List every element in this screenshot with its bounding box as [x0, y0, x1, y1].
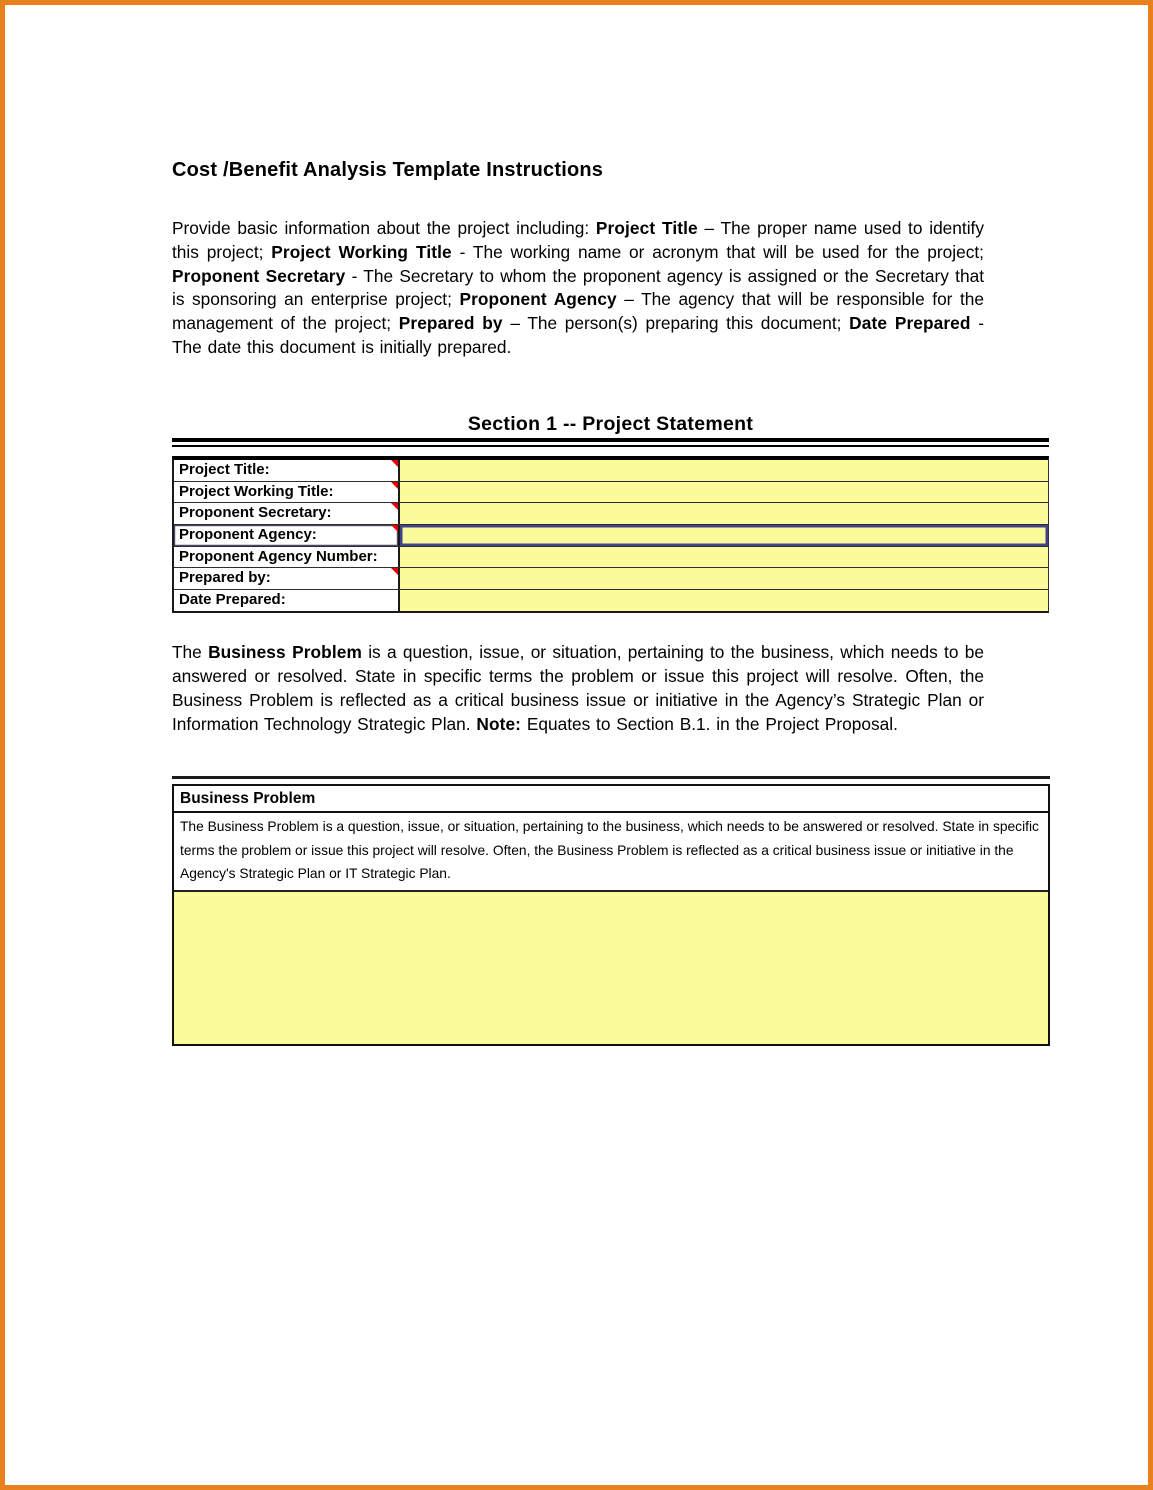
form-row-project-working-title: [174, 482, 1048, 504]
field-label-proponent-agency: Proponent Agency:: [174, 525, 400, 546]
comment-indicator-icon: [391, 503, 398, 510]
business-problem-box: [172, 784, 1050, 1046]
field-label-date-prepared: Date Prepared:: [174, 590, 400, 612]
field-label-prepared-by: Prepared by:: [174, 568, 400, 589]
project-statement-form: [172, 456, 1049, 613]
business-problem-paragraph: The Business Problem is a question, issue, or situation, pertaining to the business, which needs to be answered or resolved. State in specific terms the problem or issue this project will resolve. Often, the Business Problem is reflected as a critical business issue or initiative in the Agency’s Strategic Plan or Information Technology Strategic Plan. Note: Equates to Section B.1. in the Project Proposal.: [172, 642, 984, 734]
form-row-prepared-by: [174, 568, 1048, 590]
section-1-title: Section 1 -- Project Statement: [467, 413, 754, 435]
form-row-proponent-agency: [174, 525, 1048, 547]
intro-paragraph: Provide basic information about the project including: Project Title – The proper name used to identify this project; Project Working Title - The working name or acronym that will be used for the project; Proponent Secretary - The Secretary to whom the proponent agency is assigned or the Secretary that is sponsoring an enterprise project; Proponent Agency – The agency that will be responsible for the management of the project; Prepared by – The person(s) preparing this document; Date Prepared - The date this document is initially prepared.: [172, 218, 984, 357]
document-title: Cost /Benefit Analysis Template Instructions: [172, 159, 604, 181]
proponent-agency-field-selected[interactable]: [400, 525, 1048, 546]
form-row-proponent-secretary: [174, 503, 1048, 525]
section-underline-thin: [172, 445, 1049, 447]
business-problem-input-area[interactable]: [174, 892, 1048, 1045]
field-label-project-title: Project Title:: [174, 460, 400, 481]
business-problem-box-header: Business Problem: [174, 786, 1048, 813]
form-row-project-title: [174, 460, 1048, 482]
comment-indicator-icon: [391, 525, 398, 532]
proponent-agency-number-field[interactable]: [400, 547, 1048, 568]
form-row-proponent-agency-number: [174, 547, 1048, 569]
project-title-field[interactable]: [400, 460, 1048, 481]
section-underline-thick: [172, 438, 1049, 442]
date-prepared-field[interactable]: [400, 590, 1048, 612]
comment-indicator-icon: [391, 568, 398, 575]
comment-indicator-icon: [391, 460, 398, 467]
project-working-title-field[interactable]: [400, 482, 1048, 503]
comment-indicator-icon: [391, 482, 398, 489]
proponent-secretary-field[interactable]: [400, 503, 1048, 524]
prepared-by-field[interactable]: [400, 568, 1048, 589]
field-label-proponent-secretary: Proponent Secretary:: [174, 503, 400, 524]
field-label-project-working-title: Project Working Title:: [174, 482, 400, 503]
form-row-date-prepared: [174, 590, 1048, 612]
section-1-header: [172, 412, 1049, 447]
business-problem-box-description: The Business Problem is a question, issue, or situation, pertaining to the business, which needs to be answered or resolved. State in specific terms the problem or issue this project will resolve. Often, the Business Problem is reflected as a critical business issue or initiative in the Agency's Strategic Plan or IT Strategic Plan.: [174, 813, 1048, 892]
field-label-proponent-agency-number: Proponent Agency Number:: [174, 547, 400, 568]
business-problem-top-rule: [172, 776, 1050, 779]
